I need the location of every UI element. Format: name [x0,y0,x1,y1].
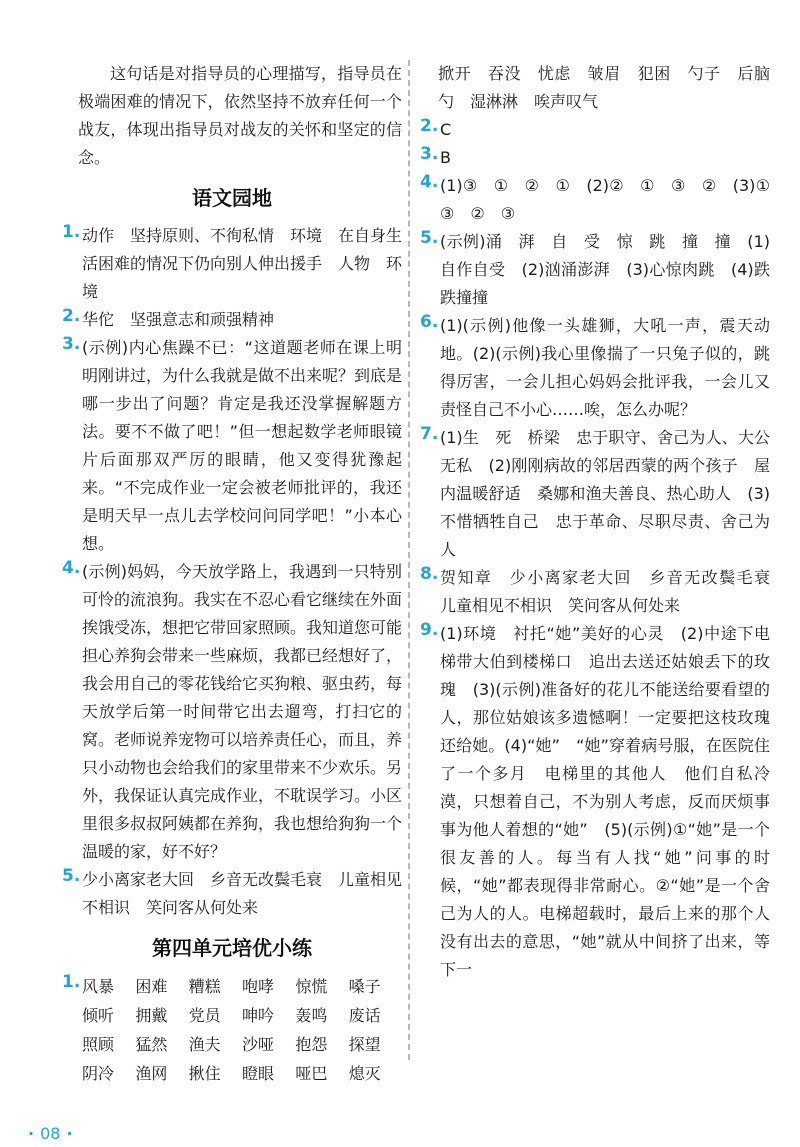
vocab-word: 阴冷 [82,1064,115,1083]
answer-item [420,424,770,564]
column-divider [408,60,410,1060]
answer-list-right [420,116,787,984]
item-text: (示例)涌 湃 自 受 惊 跳 撞 撞 (1)自作自受 (2)汹涌澎湃 (3)心惊肉跳 (4)跌跌撞撞 [440,232,770,307]
vocab-word: 呻吟 [241,1006,274,1025]
answer-item [62,334,402,558]
answer-item [420,228,770,312]
answer-item [420,312,770,424]
vocab-word: 熄灭 [348,1064,381,1083]
vocab-word: 咆哮 [241,977,274,996]
vocab-word: 惊慌 [295,977,328,996]
item-number: 4. [420,172,439,192]
page-number [22,1124,79,1143]
vocab-word: 抱怨 [295,1035,328,1054]
item-number: 1. [62,972,81,992]
vocab-word: 轰鸣 [295,1006,328,1025]
vocab-word: 渔网 [135,1064,168,1083]
vocab-word: 困难 [135,977,168,996]
vocab-word: 照顾 [82,1035,115,1054]
vocab-word: 哑巴 [295,1064,328,1083]
item-text: 贺知章 少小离家老大回 乡音无改鬓毛衰 儿童相见不相识 笑问客从何处来 [440,568,787,615]
vocab-word: 探望 [348,1035,381,1054]
vocab-item [62,972,402,1088]
section-title-yuwen-yuandi: 语文园地 [192,186,272,210]
item-text: 华佗 坚强意志和顽强精神 [82,310,275,329]
answer-item [420,144,770,172]
vocab-word: 猛然 [135,1035,168,1054]
bullet-icon: · [66,1124,73,1143]
item-text: B [440,148,451,167]
intro-paragraph: 这句话是对指导员的心理描写，指导员在极端困难的情况下，依然坚持不放弃任何一个战友，体现出指导员对战友的关怀和坚定的信念。 [78,64,402,167]
answer-item [420,172,787,228]
vocab-word: 风暴 [82,977,115,996]
vocab-continuation: 掀开 吞没 忧虑 皱眉 犯困 勺子 后脑勺 湿淋淋 唉声叹气 [438,64,770,111]
page-number-text: 08 [40,1124,61,1143]
vocab-word: 倾听 [82,1006,115,1025]
vocab-word: 沙哑 [241,1035,274,1054]
vocab-word: 渔夫 [188,1035,221,1054]
vocab-grid [82,972,402,1088]
left-column [62,60,402,1088]
item-number: 4. [62,558,81,578]
vocab-word: 拥戴 [135,1006,168,1025]
vocab-word: 揪住 [188,1064,221,1083]
item-number: 6. [420,312,439,332]
item-number: 5. [62,866,81,886]
vocab-word: 废话 [348,1006,381,1025]
item-text: (示例)内心焦躁不已：“这道题老师在课上明明刚讲过，为什么我就是做不出来呢？到底是哪一步出了问题？肯定是我还没掌握解题方法。要不不做了吧！”但一想起数学老师眼镜片后面那双严厉的眼睛，他又变得犹豫起来。“不完成作业一定会被老师批评的，我还是明天早一点儿去学校问问同学吧！”小本心想。 [82,338,403,553]
vocab-word: 糟糕 [188,977,221,996]
item-number: 2. [420,116,439,136]
item-number: 1. [62,222,81,242]
vocab-word: 党员 [188,1006,221,1025]
bullet-icon: · [28,1124,35,1143]
answer-item [62,558,402,866]
item-text: 少小离家老大回 乡音无改鬓毛衰 儿童相见不相识 笑问客从何处来 [82,870,403,917]
item-number: 3. [62,334,81,354]
answer-item [420,564,787,620]
vocab-word: 嗓子 [348,977,381,996]
answer-item [420,620,770,984]
item-number: 2. [62,306,81,326]
item-text: (1)环境 衬托“她”美好的心灵 (2)中途下电梯带大伯到楼梯口 追出去送还姑娘丢下的玫瑰 (3)(示例)准备好的花儿不能送给要看望的人，那位姑娘该多遗憾啊！一定要把这枝玫瑰还给她。(4)“她” “她”穿着病号服，在医院住了一个多月 电梯里的其他人 他们自私冷漠，只想着自己，不为别人考虑，反而厌烦事事为他人着想的“她” (5)(示例)①“她”是一个很友善的人。每当有人找“她”问事的时候，“她”都表现得非常耐心。②“她”是一个舍己为人的人。电梯超载时，最后上来的那个人没有出去的意思，“她”就从中间挤了出来，等下一 [440,624,770,979]
item-text: (1)(示例)他像一头雄狮，大吼一声，震天动地。(2)(示例)我心里像揣了一只兔子似的，跳得厉害，一会儿担心妈妈会批评我，一会儿又责怪自己不小心……唉，怎么办呢？ [440,316,770,419]
answer-item [62,306,402,334]
item-text: (1)③ ① ② ① (2)② ① ③ ② (3)① ③ ② ③ [440,176,787,223]
item-number: 3. [420,144,439,164]
answer-item [62,222,402,306]
answer-list-left [62,222,402,922]
item-number: 7. [420,424,439,444]
answer-item [420,116,770,144]
item-text: C [440,120,452,139]
item-text: 动作 坚持原则、不徇私情 环境 在自身生活困难的情况下仍向别人伸出援手 人物 环境 [82,226,403,301]
item-number: 8. [420,564,439,584]
right-column [420,60,787,984]
section-title-unit4-practice: 第四单元培优小练 [152,936,312,960]
vocab-word: 瞪眼 [241,1064,274,1083]
item-number: 9. [420,620,439,640]
item-text: (1)生 死 桥梁 忠于职守、舍己为人、大公无私 (2)刚刚病故的邻居西蒙的两个孩子 屋内温暖舒适 桑娜和渔夫善良、热心助人 (3)不惜牺牲自己 忠于革命、尽职尽责、舍己为人 [440,428,770,559]
answer-item [62,866,402,922]
item-text: (示例)妈妈，今天放学路上，我遇到一只特别可怜的流浪狗。我实在不忍心看它继续在外面挨饿受冻，想把它带回家照顾。我知道您可能担心养狗会带来一些麻烦，我都已经想好了，我会用自己的零花钱给它买狗粮、驱虫药，每天放学后第一时间带它出去遛弯，打扫它的窝。老师说养宠物可以培养责任心，而且，养只小动物也会给我们的家里带来不少欢乐。另外，我保证认真完成作业，不耽误学习。小区里很多叔叔阿姨都在养狗，我也想给狗狗一个温暖的家，好不好？ [82,562,403,861]
item-number: 5. [420,228,439,248]
